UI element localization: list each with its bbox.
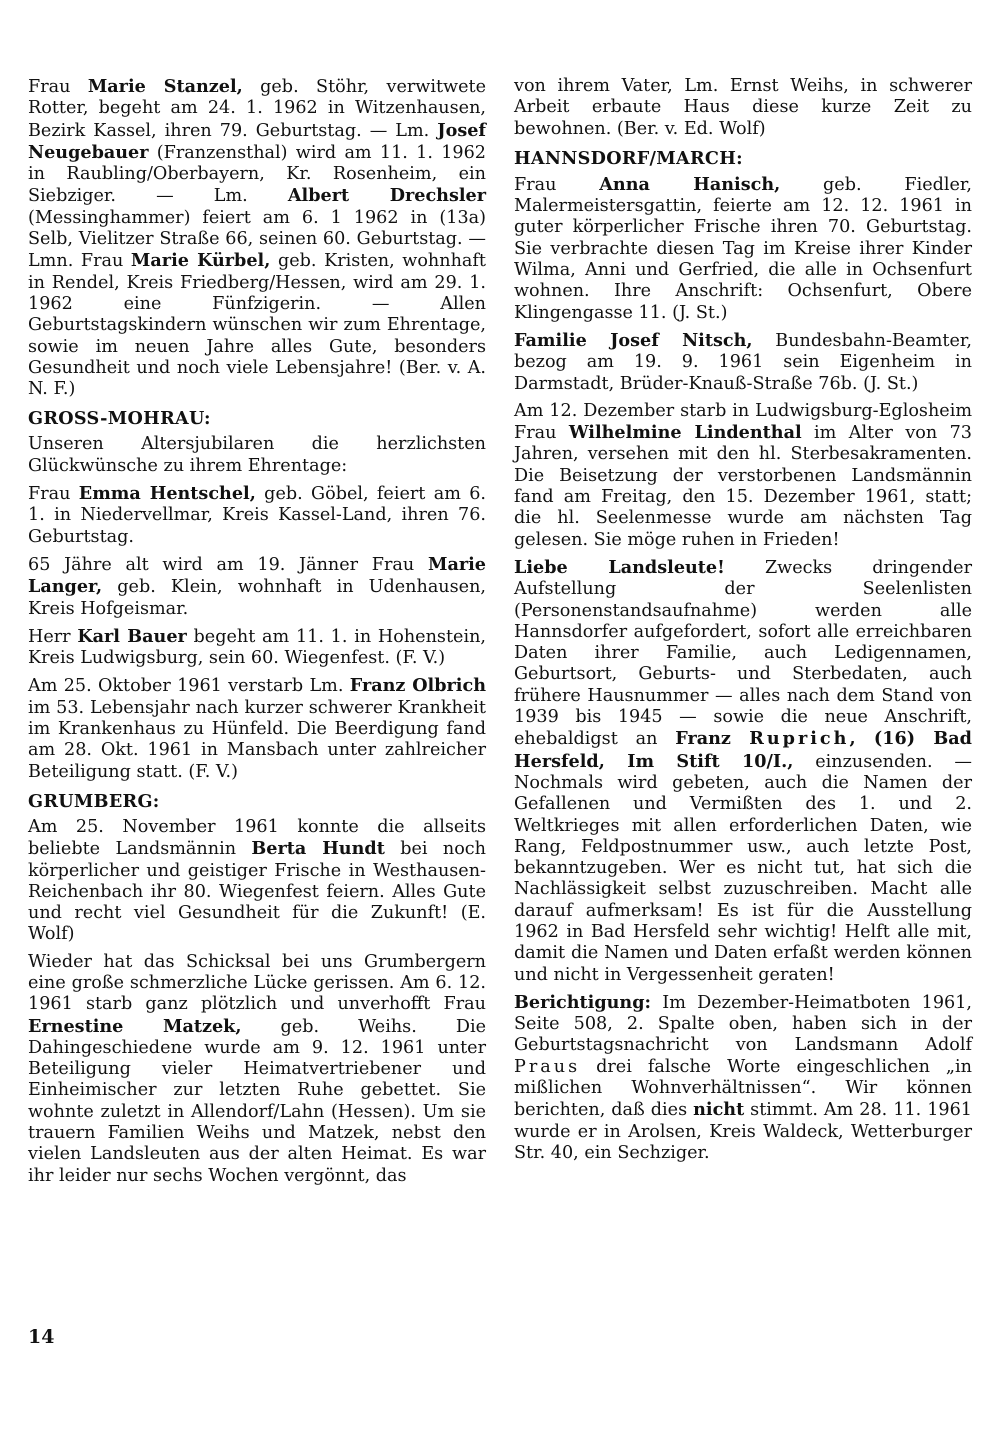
text: stimmt. Am 28. 11. 1961 wurde er in Arolsen, Kreis Waldeck, Wetterburger Str. 40, ein Sechziger. [514, 1100, 972, 1163]
text: Am 25. November 1961 konnte die allseits beliebte Landsmännin [28, 816, 486, 860]
text: geb. Stöhr, verwitwete Rotter, begeht am 24. 1. 1962 in Witzenhausen, Bezirk Kassel, ihren 79. Geburtstag. — Lm. [28, 77, 486, 141]
text: geb. Fiedler, Malermeistersgattin, feierte am 12. 12. 1961 in guter körperlicher Frische ihren 70. Geburtstag. Sie verbrachte diesen Tag im Kreise ihrer Kinder Wilma, Anni und Gerfried, die alle in Ochsenfurt wohnen. Ihre Anschrift: Ochsenfurt, Obere Klingengasse 11. (J. St.) [514, 174, 972, 323]
name-franz: Franz [675, 728, 750, 750]
name-marie-langer: Marie Langer, [28, 553, 486, 598]
article-berichtigung [514, 992, 972, 1164]
text: 65 Jähre alt wird am 19. Jänner Frau [28, 554, 428, 575]
text: einzusenden. — Nochmals wird gebeten, auch die Namen der Gefallenen und Vermißten des 1. und 2. Weltkrieges mit allen erforderlichen Daten, wie Rang, Feldpostnummer usw., auch letzte Post, bekanntzugeben. Wer es nicht tut, hat sich die Nachlässigkeit selbst zuzuschreiben. Macht alle darauf aufmerksam! Es ist für die Ausstellung 1962 in Bad Hersfeld sehr wichtig! Helft alle mit, damit die Namen und Daten erfaßt werden können und nicht in Vergessenheit geraten! [514, 751, 973, 985]
page-number: 14 [28, 1326, 55, 1348]
name-karl-bauer: Karl Bauer [77, 625, 187, 647]
text: Zwecks dringender Aufstellung der Seelenlisten (Personenstandsaufnahme) werden alle Hannsdorfer aufgefordert, sofort alle erreichbaren Daten ihrer Familie, auch Ledigennamen, Geburtsort, Geburts- und Sterbedaten, auch frühere Hausnummer — alles nach dem Stand von 1939 bis 1945 — sowie die neue Anschrift, ehebaldigst an [514, 557, 972, 750]
name-praus: Praus [514, 1056, 581, 1077]
text: Frau [514, 174, 600, 195]
address-bad-hersfeld: , (16) Bad Hersfeld, Im Stift 10/I., [514, 728, 972, 772]
article-langer [28, 554, 486, 620]
name-ernestine-matzek: Ernestine Matzek, [28, 1015, 242, 1037]
text: (Messinghammer) feiert am 6. 1 1962 in (13a) Selb, Vielitzer Straße 66, seinen 60. Geburtstag. — Lmn. Frau [28, 207, 486, 272]
text: Am 12. Dezember starb in Ludwigsburg-Eglosheim Frau [514, 400, 972, 444]
intro-gross-mohrau: Unseren Altersjubilaren die herzlichsten Glückwünsche zu ihrem Ehrentage: [28, 434, 486, 476]
article-hentschel [28, 483, 486, 548]
text: im Alter von 73 Jahren, versehen mit den hl. Sterbesakramenten. Die Beisetzung der verstorbenen Landsmännin fand am Freitag, den 15. Dezember 1961, statt; die hl. Seelenmesse wurde am nächsten Tag gelesen. Sie möge ruhen in Frieden! [514, 423, 972, 550]
left-column [28, 76, 486, 1193]
name-albert-drechsler: Albert Drechsler [287, 185, 486, 207]
text: Frau [28, 77, 88, 97]
name-josef-neugebauer: Josef Neugebauer [28, 119, 486, 163]
article-olbrich [28, 675, 486, 782]
article-liebe-landsleute [514, 557, 972, 986]
heading-hannsdorf-march: HANNSDORF/MARCH: [514, 147, 743, 169]
name-emma-hentschel: Emma Hentschel, [78, 483, 256, 505]
text: geb. Göbel, feiert am 6. 1. in Niedervellmar, Kreis Kassel-Land, ihren 76. Geburtstag. [28, 484, 486, 547]
article-matzek [28, 952, 486, 1187]
text: Bundesbahn-Beamter, bezog am 19. 9. 1961 sein Eigenheim in Darmstadt, Brüder-Knauß-Straße 76b. (J. St.) [514, 330, 972, 394]
text: drei falsche Worte eingeschlichen „in mißlichen Wohnverhältnissen“. Wir können berichten, daß dies [514, 1056, 972, 1121]
name-marie-stanzel: Marie Stanzel, [87, 76, 243, 97]
emphasis-nicht: nicht [693, 1099, 745, 1121]
name-franz-olbrich: Franz Olbrich [349, 675, 487, 697]
article-hundt [28, 817, 486, 946]
lead-berichtigung: Berichtigung: [514, 991, 652, 1013]
article-stanzel-birthdays [28, 76, 486, 400]
text: (Franzensthal) wird am 11. 1. 1962 in Raubling/Oberbayern, Kr. Rosenheim, ein Siebziger. — Lm. [28, 142, 486, 207]
lead-liebe-landsleute: Liebe Landsleute! [514, 556, 725, 578]
text: im 53. Lebensjahr nach kurzer schwerer Krankheit im Krankenhaus zu Hünfeld. Die Beerdigung fand am 28. Okt. 1961 in Mansbach unter zahlreicher Beteiligung statt. (F. V.) [28, 697, 486, 782]
article-nitsch [514, 330, 972, 395]
heading-grumberg: GRUMBERG: [28, 790, 160, 812]
text: begeht am 11. 1. in Hohenstein, Kreis Ludwigsburg, sein 60. Wiegenfest. (F. V.) [28, 626, 486, 669]
text: geb. Klein, wohnhaft in Udenhausen, Kreis Hofgeismar. [28, 577, 486, 619]
text: Im Dezember-Heimatboten 1961, Seite 508, 2. Spalte oben, haben sich in der Geburtstagsnachricht von Landsmann Adolf [514, 992, 972, 1056]
name-anna-hanisch: Anna Hanisch, [599, 173, 781, 195]
text: geb. Kristen, wohnhaft in Rendel, Kreis Friedberg/Hessen, wird am 29. 1. 1962 eine Fünfzigerin. — Allen Geburtstagskindern wünschen wir zum Ehrentage, sowie im neuen Jahre alles Gute, besonders Gesundheit und noch viele Lebensjahre! (Ber. v. A. N. F.) [28, 251, 486, 400]
article-lindenthal [514, 401, 972, 551]
name-familie-josef-nitsch: Familie Josef Nitsch, [514, 329, 753, 351]
name-berta-hundt: Berta Hundt [251, 838, 385, 860]
text: geb. Weihs. Die Dahingeschiedene wurde am 9. 12. 1961 unter Beteiligung vieler Heimatvertriebener und Einheimischer zur letzten Ruhe gebettet. Sie wohnte zuletzt in Allendorf/Lahn (Hessen). Um sie trauern Familien Weihs und Matzek, nebst den vielen Landsleuten aus der alten Heimat. Es war ihr leider nur sechs Wochen vergönnt, das [28, 1016, 487, 1186]
text: Herr [28, 626, 78, 647]
article-matzek-continued: von ihrem Vater, Lm. Ernst Weihs, in schwerer Arbeit erbaute Haus diese kurze Zeit zu bewohnen. (Ber. v. Ed. Wolf) [514, 76, 972, 139]
name-marie-kuerbel: Marie Kürbel, [130, 250, 271, 272]
name-ruprich: Ruprich [749, 728, 850, 750]
text: Frau [28, 484, 79, 505]
text: Am 25. Oktober 1961 verstarb Lm. [28, 676, 350, 697]
article-hanisch [514, 174, 972, 324]
right-column [514, 76, 972, 1170]
name-wilhelmine-lindenthal: Wilhelmine Lindenthal [568, 422, 802, 444]
text: Wieder hat das Schicksal bei uns Grumbergern eine große schmerzliche Lücke gerissen. Am 6. 12. 1961 starb ganz plötzlich und unverhofft Frau [28, 951, 486, 1015]
article-bauer [28, 626, 486, 670]
text: bei noch körperlicher und geistiger Frische in Westhausen-Reichenbach ihr 80. Wiegenfest feiern. Alles Gute und recht viel Gesundheit für die Zukunft! (E. Wolf) [28, 839, 486, 945]
heading-gross-mohrau: GROSS-MOHRAU: [28, 408, 211, 430]
